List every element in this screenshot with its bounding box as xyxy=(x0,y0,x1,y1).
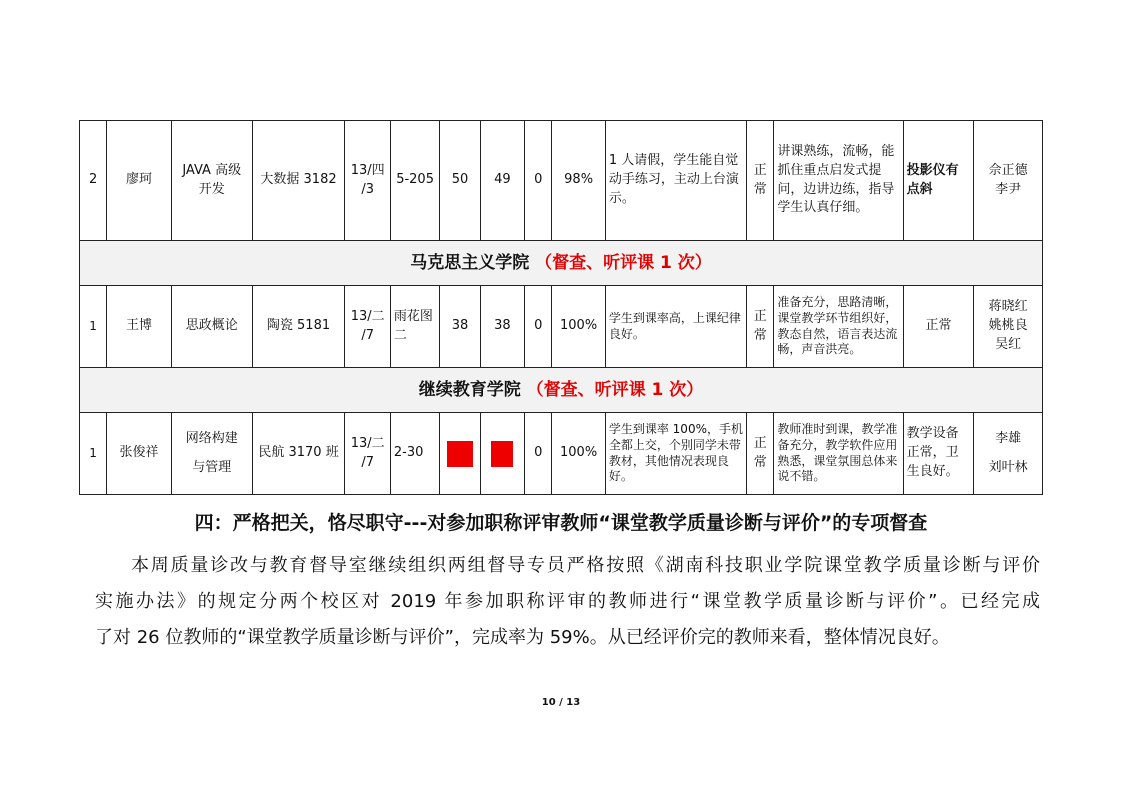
department-row xyxy=(80,241,1043,286)
equipment-note: 正常 xyxy=(903,286,974,368)
department-header xyxy=(80,368,1043,413)
lesson-date: 13/四 /3 xyxy=(345,121,390,241)
expected-count: 38 xyxy=(440,286,480,368)
row-number: 1 xyxy=(80,413,107,495)
teaching-note: 讲课熟练，流畅，能抓住重点启发式提问，边讲边练，指导学生认真仔细。 xyxy=(774,121,903,241)
table-row xyxy=(80,413,1043,495)
attendance-rate: 98% xyxy=(552,121,606,241)
teaching-note: 准备充分，思路清晰，课堂教学环节组织好，教态自然，语言表达流畅，声音洪亮。 xyxy=(774,286,903,368)
class-name: 大数据 3182 xyxy=(252,121,345,241)
equipment-note: 教学设备正常，卫生良好。 xyxy=(903,413,974,495)
supervisors: 佘正德 李尹 xyxy=(974,121,1043,241)
department-header xyxy=(80,241,1043,286)
expected-count-redacted xyxy=(440,413,480,495)
order-status: 正常 xyxy=(747,121,774,241)
classroom: 雨花图二 xyxy=(390,286,439,368)
discipline-note: 学生到课率高，上课纪律良好。 xyxy=(605,286,746,368)
order-status: 正常 xyxy=(747,413,774,495)
teacher-name: 张俊祥 xyxy=(107,413,172,495)
absent-count: 0 xyxy=(525,121,552,241)
supervision-table xyxy=(79,120,1043,495)
row-number: 2 xyxy=(80,121,107,241)
absent-count: 0 xyxy=(525,413,552,495)
department-name: 继续教育学院 xyxy=(418,379,521,400)
class-name: 陶瓷 5181 xyxy=(252,286,345,368)
course-name: JAVA 高级 开发 xyxy=(171,121,252,241)
course-name: 网络构建 与管理 xyxy=(171,413,252,495)
actual-count: 38 xyxy=(480,286,524,368)
teacher-name: 廖珂 xyxy=(107,121,172,241)
lesson-date: 13/二 /7 xyxy=(345,413,390,495)
department-note: （督查、听评课 1 次） xyxy=(535,252,712,273)
section-heading: 四：严格把关，恪尽职守---对参加职称评审教师“课堂教学质量诊断与评价”的专项督查 xyxy=(194,512,928,534)
redaction-mark xyxy=(491,441,513,467)
classroom: 2-30 xyxy=(390,413,439,495)
paragraph-line: 本周质量诊改与教育督导室继续组织两组督导专员严格按照《湖南科技职业学院课堂教学质量诊断与评价 xyxy=(131,555,1040,576)
discipline-note: 学生到课率 100%，手机全都上交，个别同学未带教材，其他情况表现良好。 xyxy=(605,413,746,495)
table-row xyxy=(80,121,1043,241)
attendance-rate: 100% xyxy=(552,286,606,368)
actual-count-redacted xyxy=(480,413,524,495)
actual-count: 49 xyxy=(480,121,524,241)
department-note: （督查、听评课 1 次） xyxy=(526,379,704,400)
supervisors: 蒋晓红 姚桃良 吴红 xyxy=(974,286,1043,368)
teaching-note: 教师准时到课，教学准备充分，教学软件应用熟悉，课堂氛围总体来说不错。 xyxy=(774,413,903,495)
supervisors: 李雄 刘叶林 xyxy=(974,413,1043,495)
equipment-note: 投影仪有点斜 xyxy=(903,121,974,241)
department-row xyxy=(80,368,1043,413)
page-number: 10 / 13 xyxy=(541,697,581,708)
order-status: 正常 xyxy=(747,286,774,368)
paragraph-line: 了对 26 位教师的“课堂教学质量诊断与评价”，完成率为 59%。从已经评价完的教师来看，整体情况良好。 xyxy=(95,627,950,648)
teacher-name: 王博 xyxy=(107,286,172,368)
redaction-mark xyxy=(447,441,473,467)
attendance-rate: 100% xyxy=(552,413,606,495)
absent-count: 0 xyxy=(525,286,552,368)
paragraph-line: 实施办法》的规定分两个校区对 2019 年参加职称评审的教师进行“课堂教学质量诊断与评价”。已经完成 xyxy=(95,591,1040,612)
class-name: 民航 3170 班 xyxy=(252,413,345,495)
row-number: 1 xyxy=(80,286,107,368)
classroom: 5-205 xyxy=(390,121,439,241)
table-row xyxy=(80,286,1043,368)
lesson-date: 13/二 /7 xyxy=(345,286,390,368)
discipline-note: 1 人请假，学生能自觉动手练习，主动上台演示。 xyxy=(605,121,746,241)
expected-count: 50 xyxy=(440,121,480,241)
body-paragraph xyxy=(95,548,1040,656)
department-name: 马克思主义学院 xyxy=(410,252,530,273)
course-name: 思政概论 xyxy=(171,286,252,368)
